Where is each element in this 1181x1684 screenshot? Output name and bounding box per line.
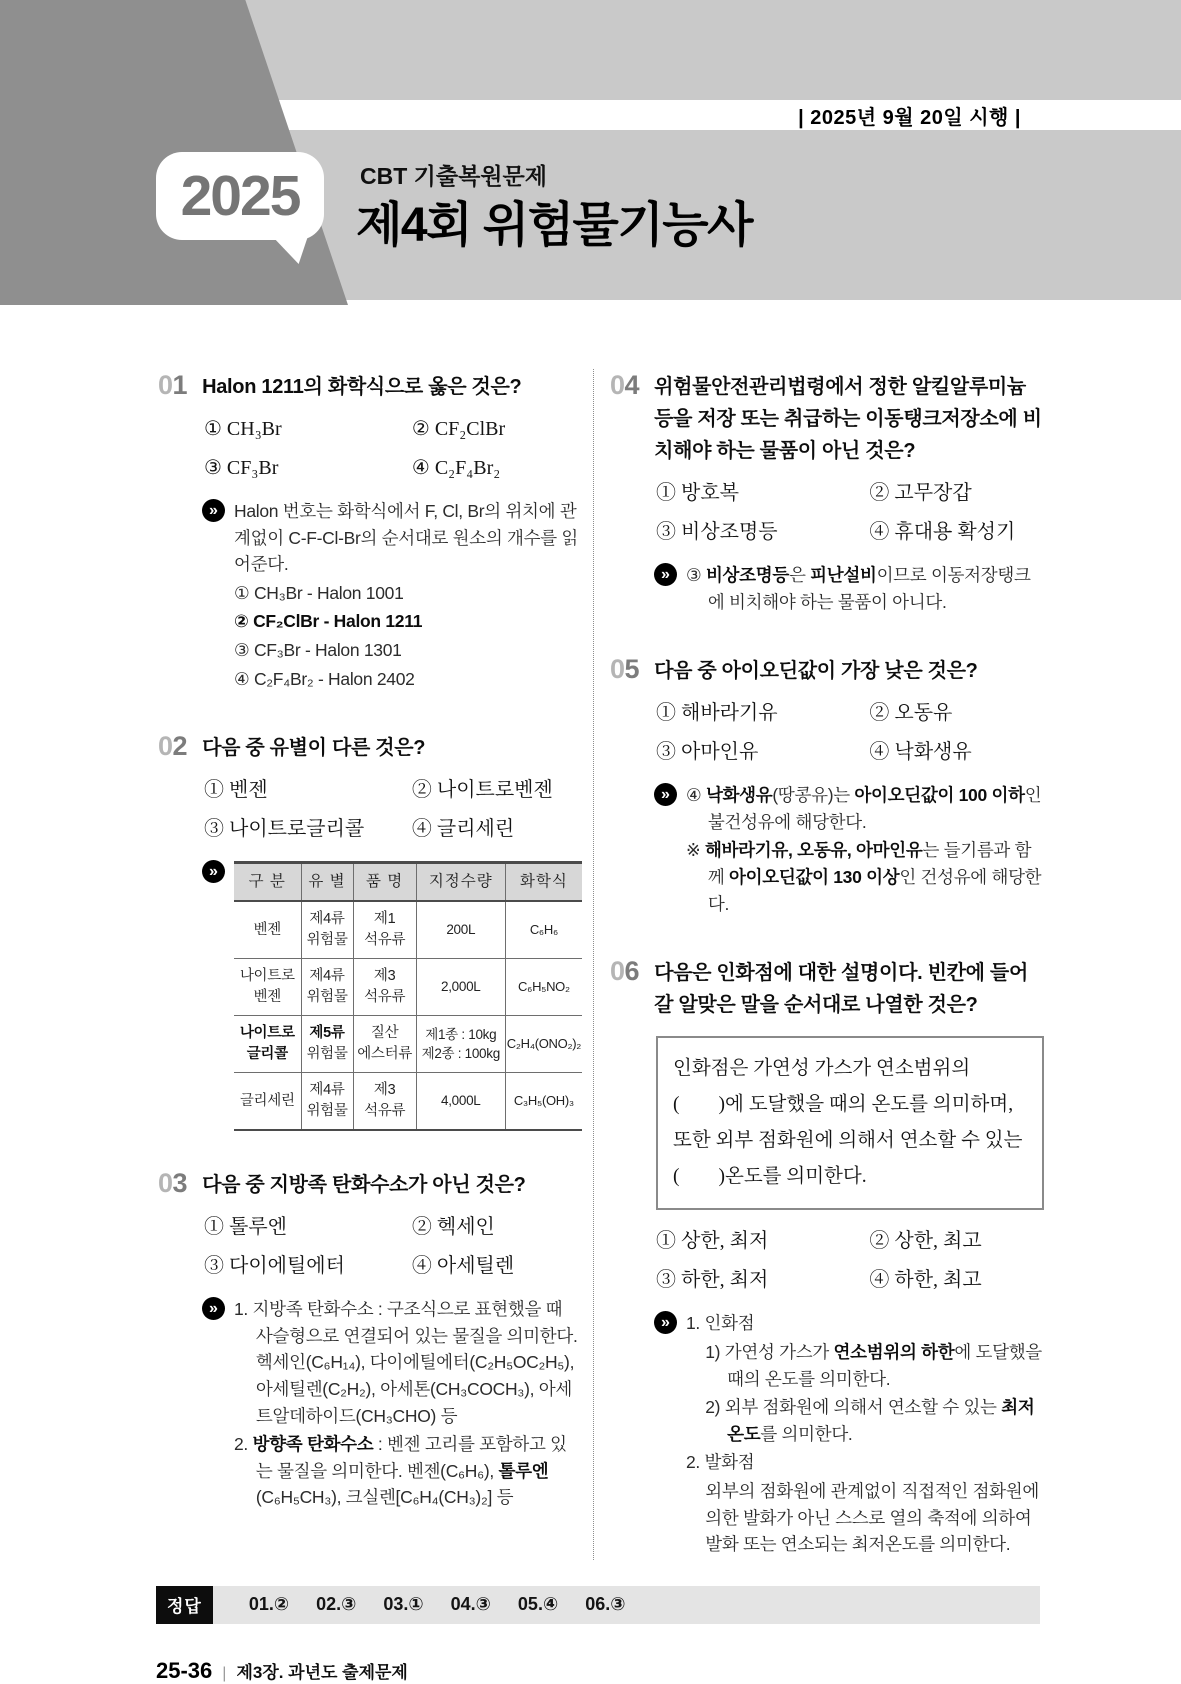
table-row bbox=[234, 1073, 582, 1131]
text-run: 1. 지방족 탄화수소 : 구조식으로 표현했을 때 사슬형으로 연결되어 있는 물질을 의미한다. 헥세인(C₆H₁₄), 다이에틸에터(C₂H₅OC₂H₅), 아세틸렌(C₂H₂), 아세톤(CH₃COCH₃), 아세트알데하이드(CH₃CHO) 등 bbox=[234, 1299, 578, 1426]
exam-date: | 2025년 9월 20일 시행 | bbox=[798, 106, 1021, 129]
explanation-body bbox=[234, 1296, 582, 1513]
explanation bbox=[202, 1296, 582, 1513]
text-run: (C₆H₅CH₃), 크실렌[C₆H₄(CH₃)₂] 등 bbox=[255, 1487, 514, 1508]
question-03 bbox=[158, 1167, 582, 1513]
choices bbox=[204, 777, 582, 842]
choice-1: ① 벤젠 bbox=[204, 779, 268, 802]
table-cell bbox=[301, 901, 353, 959]
question-01 bbox=[158, 369, 582, 694]
table-cell bbox=[505, 901, 582, 959]
text-run: 2. 발화점 bbox=[686, 1452, 755, 1473]
table-cell bbox=[234, 901, 301, 959]
question-number-digit: 0 bbox=[610, 956, 625, 987]
choices bbox=[204, 416, 582, 481]
text-run: 를 의미한다. bbox=[760, 1423, 853, 1444]
text-run: 톨루엔 bbox=[498, 1460, 549, 1481]
text-run: 2. bbox=[234, 1434, 253, 1455]
choice-2: ② 오동유 bbox=[869, 702, 953, 725]
question-number bbox=[610, 369, 639, 467]
table-cell bbox=[416, 901, 505, 959]
text-run: ③ CF₃Br - Halon 1301 bbox=[234, 639, 402, 660]
explanation-line bbox=[234, 580, 582, 607]
answer-badge: 정답 bbox=[156, 1586, 213, 1624]
text-run: 이므로 이동저장탱크에 비치해야 하는 물품이 아니다. bbox=[707, 565, 1031, 612]
table-cell-line: 제2종 : 100kg bbox=[421, 1046, 500, 1062]
table-cell bbox=[301, 1073, 353, 1131]
question-number-digit: 0 bbox=[610, 370, 625, 400]
table-cell-line: 2,000L bbox=[441, 979, 481, 995]
chevrons-icon: » bbox=[654, 1311, 677, 1334]
classification-table bbox=[234, 861, 582, 1131]
question-number-digit: 2 bbox=[172, 731, 188, 762]
choices bbox=[656, 700, 1044, 765]
table-cell-line: 에스터류 bbox=[357, 1046, 413, 1063]
table-cell bbox=[234, 1073, 301, 1131]
choice-4: ④ C₂F₄Br₂ bbox=[411, 457, 501, 479]
question-text: Halon 1211의 화학식으로 옳은 것은? bbox=[202, 376, 522, 398]
question-number-digit: 0 bbox=[158, 370, 173, 400]
text-run: 는 들기름과 함께 bbox=[707, 840, 1032, 887]
explanation-line bbox=[686, 837, 1044, 917]
question-02 bbox=[158, 730, 582, 1131]
text-run: 낙화생유 bbox=[705, 785, 773, 806]
table-cell bbox=[234, 1016, 301, 1073]
question-head bbox=[610, 653, 1044, 687]
choices bbox=[204, 1214, 582, 1279]
explanation bbox=[202, 859, 582, 1131]
answer-item: 02.③ bbox=[316, 1594, 357, 1615]
text-run: 해바라기유, 오동유, 아마인유 bbox=[704, 840, 923, 861]
page-footer bbox=[156, 1658, 1181, 1684]
table-cell bbox=[416, 1016, 505, 1073]
page-number: 25-36 bbox=[156, 1657, 213, 1683]
question-head bbox=[158, 1167, 582, 1201]
question-number-digit: 3 bbox=[172, 1168, 188, 1199]
table-cell bbox=[505, 959, 582, 1016]
choice-4: ④ 하한, 최고 bbox=[869, 1269, 982, 1292]
question-number bbox=[158, 730, 187, 764]
table-header-cell: 유 별 bbox=[301, 863, 353, 902]
text-run: 피난설비 bbox=[810, 565, 877, 585]
table-cell bbox=[353, 901, 416, 959]
chevrons-icon: » bbox=[202, 1297, 225, 1320]
column-right bbox=[594, 369, 1044, 1560]
choice-3: ③ 아마인유 bbox=[656, 741, 759, 764]
answer-item: 05.④ bbox=[517, 1594, 559, 1615]
text-run: 비상조명등 bbox=[705, 565, 789, 585]
question-number-digit: 5 bbox=[624, 654, 640, 685]
table-header-cell: 구 분 bbox=[234, 863, 301, 902]
chapter-title: 제3장. 과년도 출제문제 bbox=[236, 1662, 408, 1682]
table-cell bbox=[505, 1073, 582, 1131]
question-text: 다음은 인화점에 대한 설명이다. 빈칸에 들어갈 알맞은 말을 순서대로 나열한 것은? bbox=[654, 962, 1028, 1017]
choice-1: ① CH₃Br bbox=[204, 418, 282, 440]
answer-item: 06.③ bbox=[585, 1594, 626, 1615]
question-number-digit: 1 bbox=[172, 370, 188, 400]
text-run: 아이오딘값이 130 이상 bbox=[729, 866, 900, 887]
table-cell-line: 제1종 : 10kg bbox=[425, 1026, 497, 1042]
explanation-line bbox=[234, 1431, 582, 1511]
explanation-line bbox=[686, 1478, 1044, 1558]
text-run: 1. 인화점 bbox=[686, 1313, 755, 1334]
question-number-digit: 0 bbox=[610, 654, 625, 685]
explanation-line bbox=[234, 608, 582, 635]
table-header-row bbox=[234, 863, 582, 902]
text-run: 방향족 탄화수소 bbox=[252, 1434, 374, 1455]
explanation-body bbox=[686, 1310, 1044, 1559]
text-run: 2) 외부 점화원에 의해서 연소할 수 있는 bbox=[705, 1397, 1002, 1418]
table-cell-line: 제3 bbox=[373, 968, 396, 985]
explanation-line bbox=[234, 637, 582, 664]
table-cell bbox=[301, 1016, 353, 1073]
table-cell bbox=[353, 1073, 416, 1131]
table-header-cell: 화학식 bbox=[505, 863, 582, 902]
text-run: ② CF₂ClBr - Halon 1211 bbox=[234, 611, 423, 632]
table-cell bbox=[416, 959, 505, 1016]
table-cell-line: 제5류 bbox=[309, 1025, 345, 1042]
choice-4: ④ 낙화생유 bbox=[869, 741, 972, 764]
answer-item: 04.③ bbox=[450, 1594, 491, 1615]
chevrons-icon: » bbox=[202, 499, 225, 522]
explanation-line bbox=[686, 1310, 1044, 1337]
choice-4: ④ 아세틸렌 bbox=[411, 1255, 515, 1278]
page-header bbox=[0, 0, 1181, 305]
text-run: 인 불건성유에 해당한다. bbox=[707, 785, 1042, 832]
question-number-digit: 6 bbox=[624, 956, 640, 987]
explanation bbox=[654, 562, 1044, 617]
table-header-cell: 지정수량 bbox=[416, 863, 505, 902]
table-cell-line: 나이트로 bbox=[239, 968, 295, 985]
table-cell-line: 위험물 bbox=[306, 1103, 348, 1120]
exam-title: 제4회 위험물기능사 bbox=[356, 199, 752, 252]
table-cell-line: 4,000L bbox=[441, 1093, 481, 1109]
table-cell-line: 제4류 bbox=[309, 1082, 345, 1099]
table-cell bbox=[353, 959, 416, 1016]
chevrons-icon: » bbox=[202, 860, 225, 883]
question-box: 인화점은 가연성 가스가 연소범위의 ( )에 도달했을 때의 온도를 의미하며, 또한 외부 점화원에 의해서 연소할 수 있는 ( )온도를 의미한다. bbox=[656, 1036, 1044, 1210]
question-number-digit: 4 bbox=[624, 370, 640, 400]
column-left bbox=[158, 369, 594, 1560]
explanation-line bbox=[234, 666, 582, 693]
table-cell-line: 글리세린 bbox=[239, 1092, 295, 1109]
explanation-line bbox=[686, 782, 1044, 835]
choice-1: ① 톨루엔 bbox=[204, 1216, 287, 1239]
table-header-cell: 품 명 bbox=[353, 863, 416, 902]
choices bbox=[656, 1228, 1044, 1293]
choice-3: ③ CF₃Br bbox=[204, 457, 279, 479]
explanation-line bbox=[686, 562, 1044, 615]
chevrons-icon: » bbox=[654, 783, 677, 806]
explanation-body bbox=[686, 782, 1044, 919]
choice-2: ② CF₂ClBr bbox=[411, 418, 506, 440]
text-run: 연소범위의 하한 bbox=[833, 1342, 955, 1362]
year-bubble bbox=[156, 152, 324, 240]
table-cell-line: C₆H₅NO₂ bbox=[518, 978, 570, 994]
question-number bbox=[158, 369, 187, 403]
choice-4: ④ 글리세린 bbox=[411, 818, 515, 841]
table-cell-line: C₃H₅(OH)₃ bbox=[513, 1092, 574, 1108]
text-run: ④ bbox=[686, 785, 706, 806]
answer-item: 03.① bbox=[383, 1594, 424, 1615]
table-row bbox=[234, 901, 582, 959]
choice-1: ① 상한, 최저 bbox=[656, 1230, 769, 1253]
choice-3: ③ 하한, 최저 bbox=[656, 1269, 769, 1292]
question-text: 위험물안전관리법령에서 정한 알킬알루미늄 등을 저장 또는 취급하는 이동탱크저장소에 비치해야 하는 물품이 아닌 것은? bbox=[654, 376, 1042, 462]
choice-3: ③ 비상조명등 bbox=[656, 521, 778, 543]
choice-3: ③ 다이에틸에터 bbox=[204, 1255, 345, 1278]
table-cell-line: 석유류 bbox=[364, 932, 406, 949]
explanation-body bbox=[234, 498, 582, 694]
table-cell-line: 제4류 bbox=[309, 911, 345, 928]
answer-item: 01.② bbox=[248, 1594, 290, 1615]
table-cell-line: 벤젠 bbox=[253, 989, 281, 1006]
exam-subtitle: CBT 기출복원문제 bbox=[360, 163, 547, 189]
question-number-digit: 0 bbox=[158, 1168, 173, 1199]
table-cell-line: 위험물 bbox=[306, 1046, 348, 1063]
text-run: 은 bbox=[788, 565, 811, 585]
choice-3: ③ 나이트로글리콜 bbox=[204, 818, 365, 841]
table-cell-line: 글리콜 bbox=[246, 1046, 288, 1063]
text-run: 아이오딘값이 100 이하 bbox=[854, 785, 1025, 806]
table-cell-line: 200L bbox=[446, 922, 476, 938]
choice-2: ② 고무장갑 bbox=[869, 482, 972, 504]
text-run: 에 도달했을 때의 온도를 의미한다. bbox=[727, 1342, 1042, 1389]
question-06 bbox=[610, 955, 1044, 1560]
table-cell-line: 석유류 bbox=[364, 1103, 406, 1120]
question-number bbox=[158, 1167, 187, 1201]
table-cell bbox=[234, 959, 301, 1016]
choice-4: ④ 휴대용 확성기 bbox=[869, 521, 1016, 543]
explanation-line bbox=[234, 498, 582, 578]
table-cell-line: 제4류 bbox=[309, 968, 345, 985]
text-run: : 벤젠 고리를 포함하고 있는 물질을 의미한다. 벤젠(C₆H₆), bbox=[255, 1434, 567, 1481]
question-number bbox=[610, 653, 639, 687]
text-run: 인 건성유에 해당한다. bbox=[707, 866, 1042, 914]
table-row bbox=[234, 1016, 582, 1073]
explanation bbox=[654, 782, 1044, 919]
table-cell-line: 위험물 bbox=[306, 932, 348, 949]
question-head bbox=[158, 730, 582, 764]
question-05 bbox=[610, 653, 1044, 919]
table-cell bbox=[505, 1016, 582, 1073]
question-head bbox=[158, 369, 582, 403]
text-run: ④ C₂F₄Br₂ - Halon 2402 bbox=[234, 668, 415, 689]
answer-values bbox=[213, 1594, 626, 1615]
year-text: 2025 bbox=[180, 164, 300, 228]
explanation-body bbox=[686, 562, 1044, 617]
explanation-line bbox=[686, 1449, 1044, 1476]
text-run: ※ bbox=[686, 840, 705, 861]
table-cell-line: C₆H₆ bbox=[529, 921, 558, 937]
content bbox=[158, 369, 1044, 1560]
question-head bbox=[610, 369, 1044, 467]
text-run: (땅콩유)는 bbox=[772, 785, 855, 806]
explanation-body bbox=[234, 859, 582, 1131]
table-cell-line: 위험물 bbox=[306, 989, 348, 1006]
table-cell-line: 석유류 bbox=[364, 989, 406, 1006]
table-cell-line: 벤젠 bbox=[253, 921, 281, 938]
choice-1: ① 방호복 bbox=[656, 482, 739, 504]
question-number-digit: 0 bbox=[158, 731, 173, 762]
explanation-line bbox=[686, 1394, 1044, 1447]
table-cell bbox=[416, 1073, 505, 1131]
choice-2: ② 나이트로벤젠 bbox=[411, 779, 553, 802]
explanation bbox=[202, 498, 582, 694]
text-run: ① CH₃Br - Halon 1001 bbox=[234, 582, 404, 603]
text-run: ③ bbox=[686, 565, 706, 585]
table-cell-line: 질산 bbox=[370, 1025, 399, 1042]
question-text: 다음 중 유별이 다른 것은? bbox=[202, 737, 426, 760]
chevrons-icon: » bbox=[654, 563, 677, 586]
question-number bbox=[610, 955, 639, 1021]
choice-2: ② 헥세인 bbox=[411, 1216, 495, 1239]
explanation bbox=[654, 1310, 1044, 1559]
table-cell bbox=[301, 959, 353, 1016]
choice-1: ① 해바라기유 bbox=[656, 702, 778, 725]
explanation-line bbox=[234, 1296, 582, 1429]
question-text: 다음 중 지방족 탄화수소가 아닌 것은? bbox=[202, 1174, 526, 1197]
table-row bbox=[234, 959, 582, 1016]
choice-2: ② 상한, 최고 bbox=[869, 1230, 982, 1253]
table-cell-line: 제1 bbox=[373, 911, 396, 928]
table-head bbox=[234, 863, 582, 902]
question-head bbox=[610, 955, 1044, 1021]
text-run: 최저 온도 bbox=[727, 1397, 1035, 1444]
table-cell-line: 제3 bbox=[373, 1082, 396, 1099]
text-run: 외부의 점화원에 관계없이 직접적인 점화원에 의한 발화가 아닌 스스로 열의 축적에 의하여 발화 또는 연소되는 최저온도를 의미한다. bbox=[705, 1480, 1039, 1555]
table-cell bbox=[353, 1016, 416, 1073]
table-cell-line: 나이트로 bbox=[239, 1025, 295, 1042]
choices bbox=[656, 480, 1044, 545]
explanation-line bbox=[686, 1339, 1044, 1392]
question-text: 다음 중 아이오딘값이 가장 낮은 것은? bbox=[654, 660, 978, 683]
answer-bar bbox=[156, 1586, 1040, 1624]
question-04 bbox=[610, 369, 1044, 617]
text-run: 1) 가연성 가스가 bbox=[705, 1342, 834, 1362]
footer-divider: | bbox=[222, 1664, 227, 1682]
table-body bbox=[234, 901, 582, 1130]
text-run: Halon 번호는 화학식에서 F, Cl, Br의 위치에 관계없이 C-F-Cl-Br의 순서대로 원소의 개수를 읽어준다. bbox=[234, 501, 579, 575]
table-cell-line: C₂H₄(ONO₂)₂ bbox=[506, 1035, 581, 1051]
